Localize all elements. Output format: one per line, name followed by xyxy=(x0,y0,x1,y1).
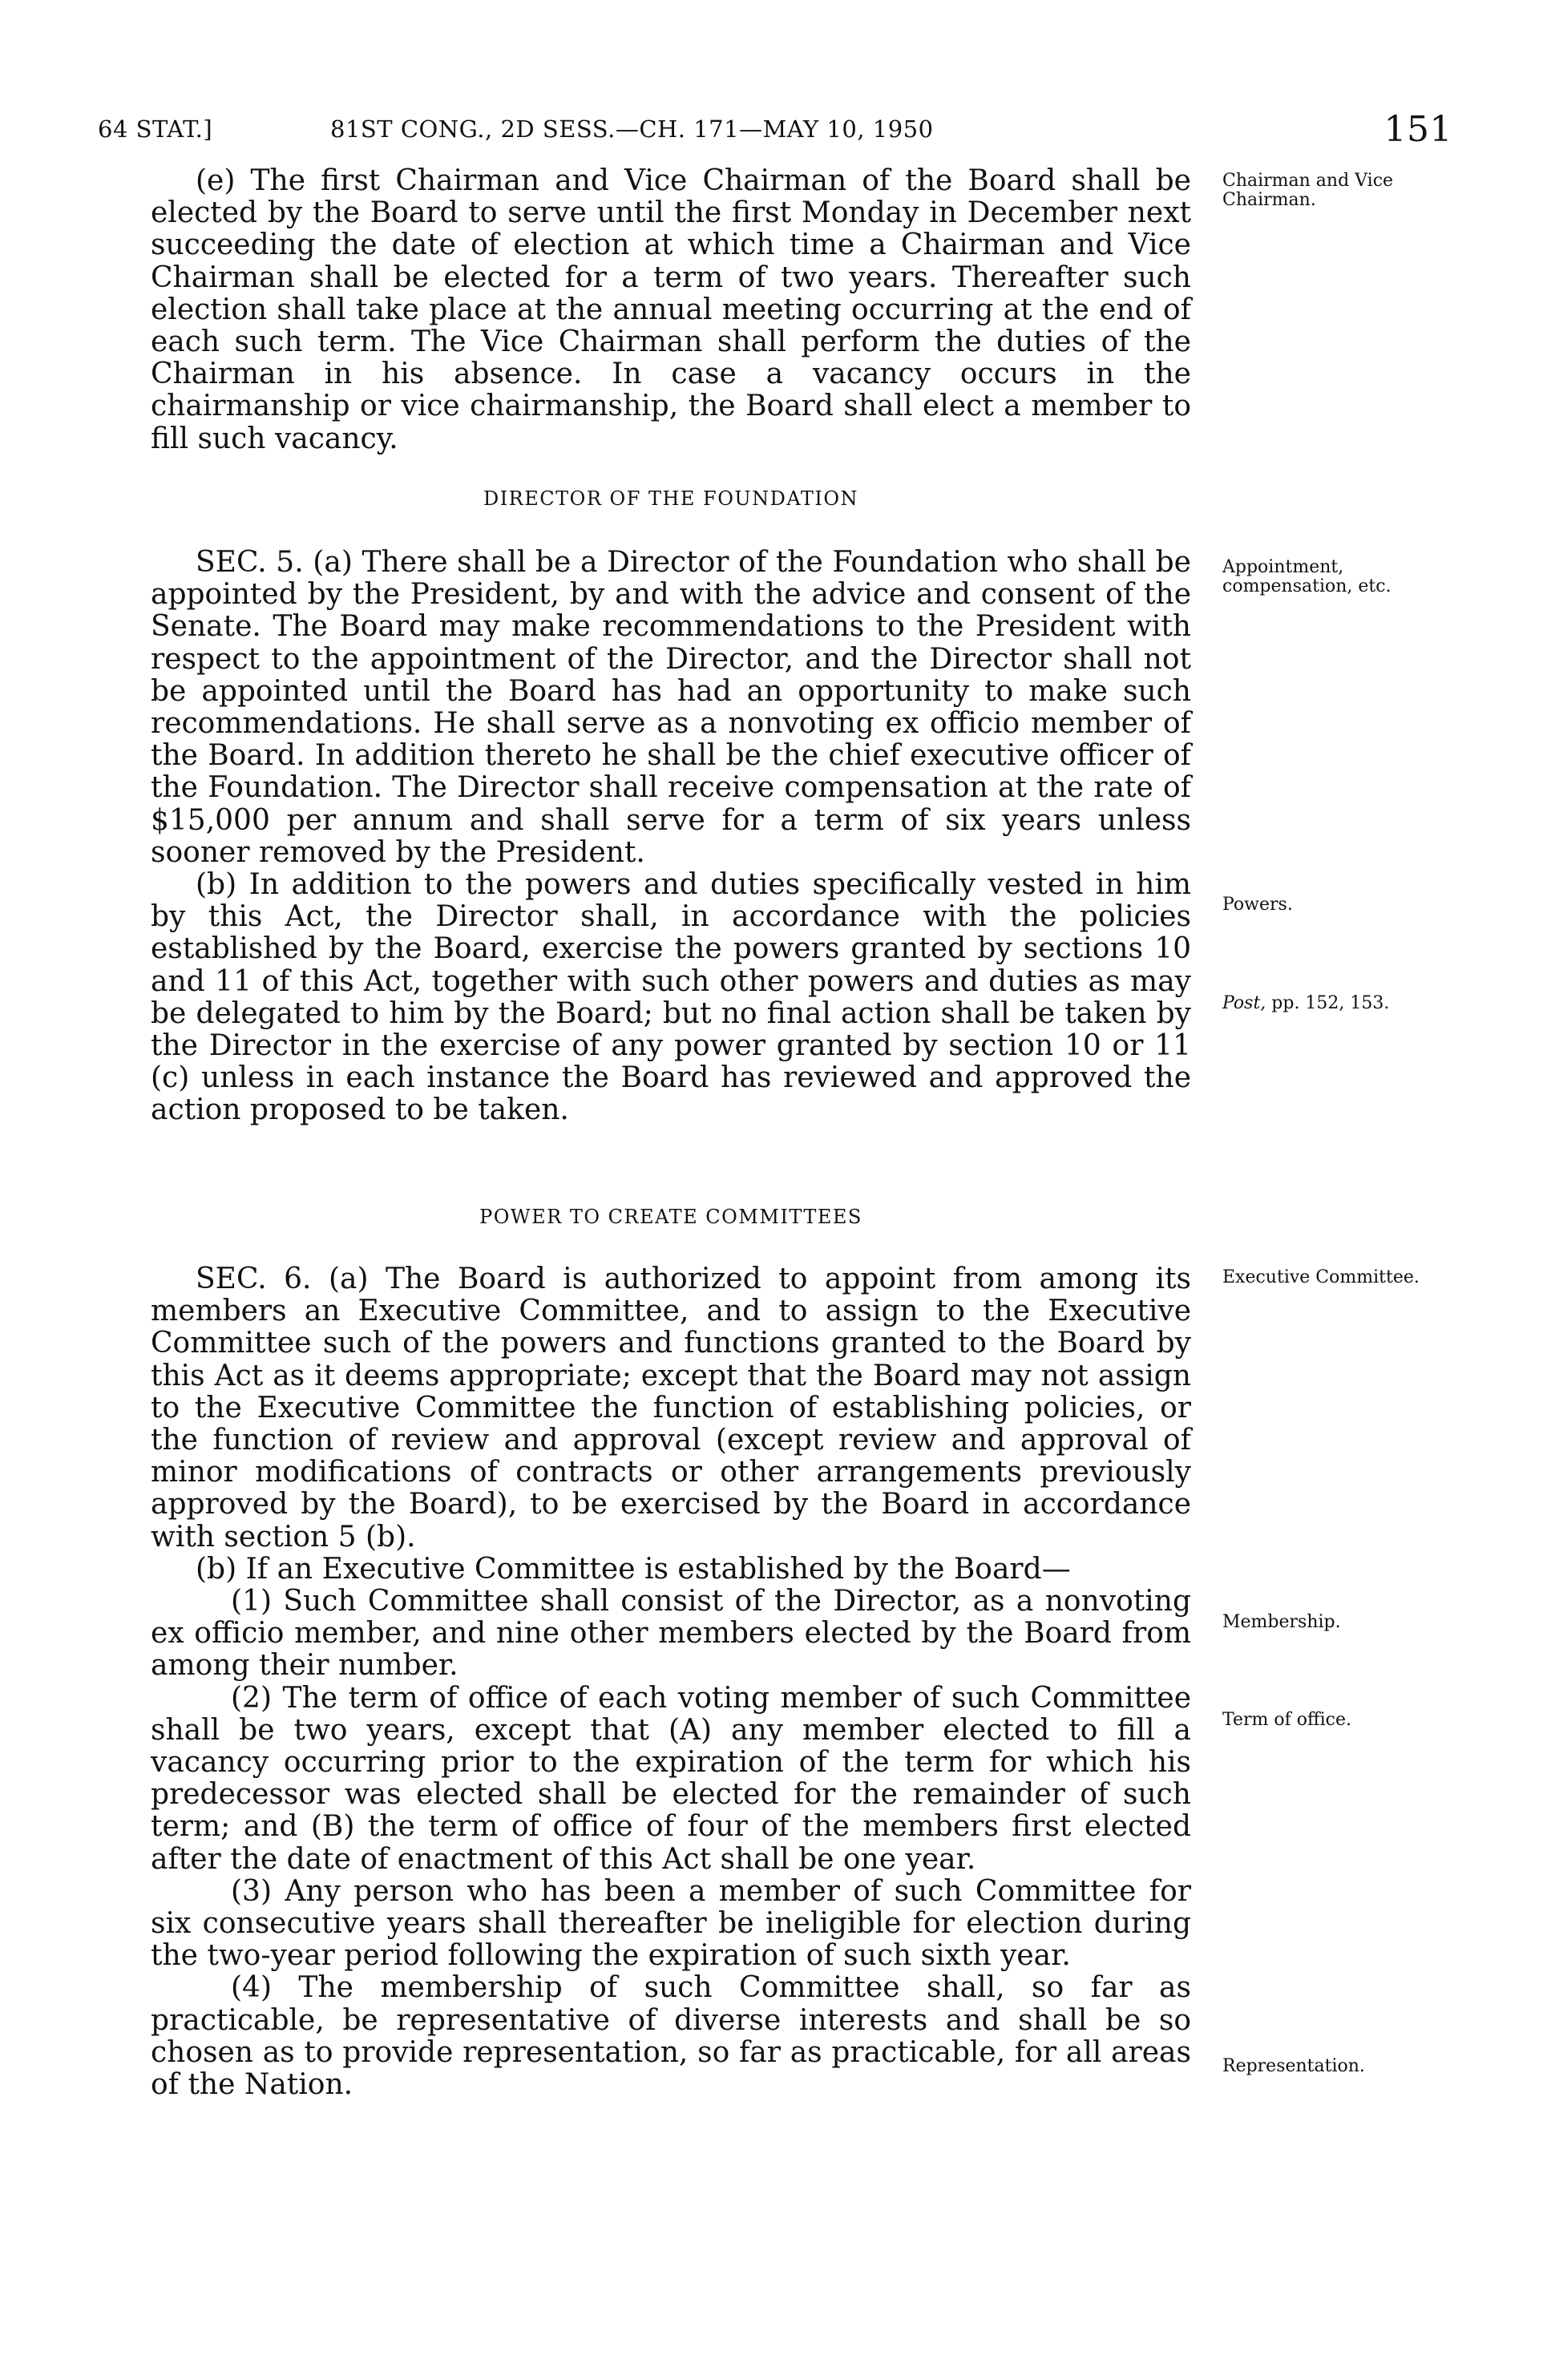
margin-note-post xyxy=(1222,994,1455,1013)
section-5-a: SEC. 5. (a) There shall be a Director of the Foundation who shall be appointed by the President, by and with the advice and consent of the Senate. The Board may make recommendations to the President with respect to the appointment of the Director, and the Director shall not be appointed until the Board has had an opportunity to make such recommendations. He shall serve as a nonvoting ex officio member of the Board. In addition thereto he shall be the chief executive officer of the Foundation. The Director shall receive compensation at the rate of $15,000 per annum and shall serve for a term of six years unless sooner removed by the President. xyxy=(151,546,1191,869)
page-number: 151 xyxy=(1383,109,1452,150)
section-6-a: SEC. 6. (a) The Board is authorized to appoint from among its members an Executive Committee, and to assign to the Executive Committee such of the powers and functions granted to the Board by this Act as it deems appropriate; except that the Board may not assign to the Executive Committee the function of establishing policies, or the function of review and approval (except review and approval of minor modifications of contracts or other arrangements previously approved by the Board), to be exercised by the Board in accordance with section 5 (b). xyxy=(151,1263,1191,1554)
running-header xyxy=(98,109,1452,152)
paragraph-e-block xyxy=(151,165,1191,455)
margin-note-executive: Executive Committee. xyxy=(1222,1267,1420,1287)
margin-note-membership: Membership. xyxy=(1222,1612,1341,1632)
post-label: Post, xyxy=(1222,993,1266,1013)
margin-note-powers: Powers. xyxy=(1222,895,1293,915)
congress-session-line: 81ST CONG., 2D SESS.—CH. 171—MAY 10, 1950 xyxy=(330,115,934,143)
heading-director: DIRECTOR OF THE FOUNDATION xyxy=(483,487,859,510)
post-pages: pp. 152, 153. xyxy=(1271,993,1390,1013)
section-5-block xyxy=(151,547,1191,1127)
section-6-b-3: (3) Any person who has been a member of such Committee for six consecutive years shall thereafter be ineligible for election during the two-year period following the expiration of such sixth year. xyxy=(151,1874,1191,1973)
section-5-b: (b) In addition to the powers and duties specifically vested in him by this Act, the Director shall, in accordance with the policies established by the Board, exercise the powers granted by sections 10 and 11 of this Act, together with such other powers and duties as may be delegated to him by the Board; but no final action shall be taken by the Director in the exercise of any power granted by section 10 or 11 (c) unless in each instance the Board has reviewed and approved the action proposed to be taken. xyxy=(151,868,1191,1127)
paragraph-e: (e) The first Chairman and Vice Chairman of the Board shall be elected by the Board to serve until the first Monday in December next succeeding the date of election at which time a Chairman and Vice Chairman shall be elected for a term of two years. Thereafter such election shall take place at the annual meeting occurring at the end of each such term. The Vice Chairman shall perform the duties of the Chairman in his absence. In case a vacancy occurs in the chairmanship or vice chairmanship, the Board shall elect a member to fill such vacancy. xyxy=(151,164,1191,455)
heading-committees: POWER TO CREATE COMMITTEES xyxy=(479,1206,862,1228)
margin-note-term: Term of office. xyxy=(1222,1710,1351,1730)
section-6-block xyxy=(151,1263,1191,2101)
stat-reference: 64 STAT.] xyxy=(98,115,213,143)
section-6-b-1: (1) Such Committee shall consist of the Director, as a nonvoting ex officio member, and nine other members elected by the Board from among their number. xyxy=(151,1585,1191,1683)
margin-note-appointment: Appointment, compensation, etc. xyxy=(1222,557,1391,596)
section-6-b: (b) If an Executive Committee is established by the Board— xyxy=(196,1552,1071,1586)
section-6-b-2: (2) The term of office of each voting member of such Committee shall be two years, except that (A) any member elected to fill a vacancy occurring prior to the expiration of the term for which his predecessor was elected shall be elected for the remainder of such term; and (B) the term of office of four of the members first elected after the date of enactment of this Act shall be one year. xyxy=(151,1681,1191,1876)
margin-note-chairman: Chairman and Vice Chairman. xyxy=(1222,171,1394,210)
section-6-b-4: (4) The membership of such Committee shall, so far as practicable, be representative of diverse interests and shall be so chosen as to provide representation, so far as practicable, for all areas of the Nation. xyxy=(151,1971,1191,2102)
margin-note-representation: Representation. xyxy=(1222,2056,1365,2076)
